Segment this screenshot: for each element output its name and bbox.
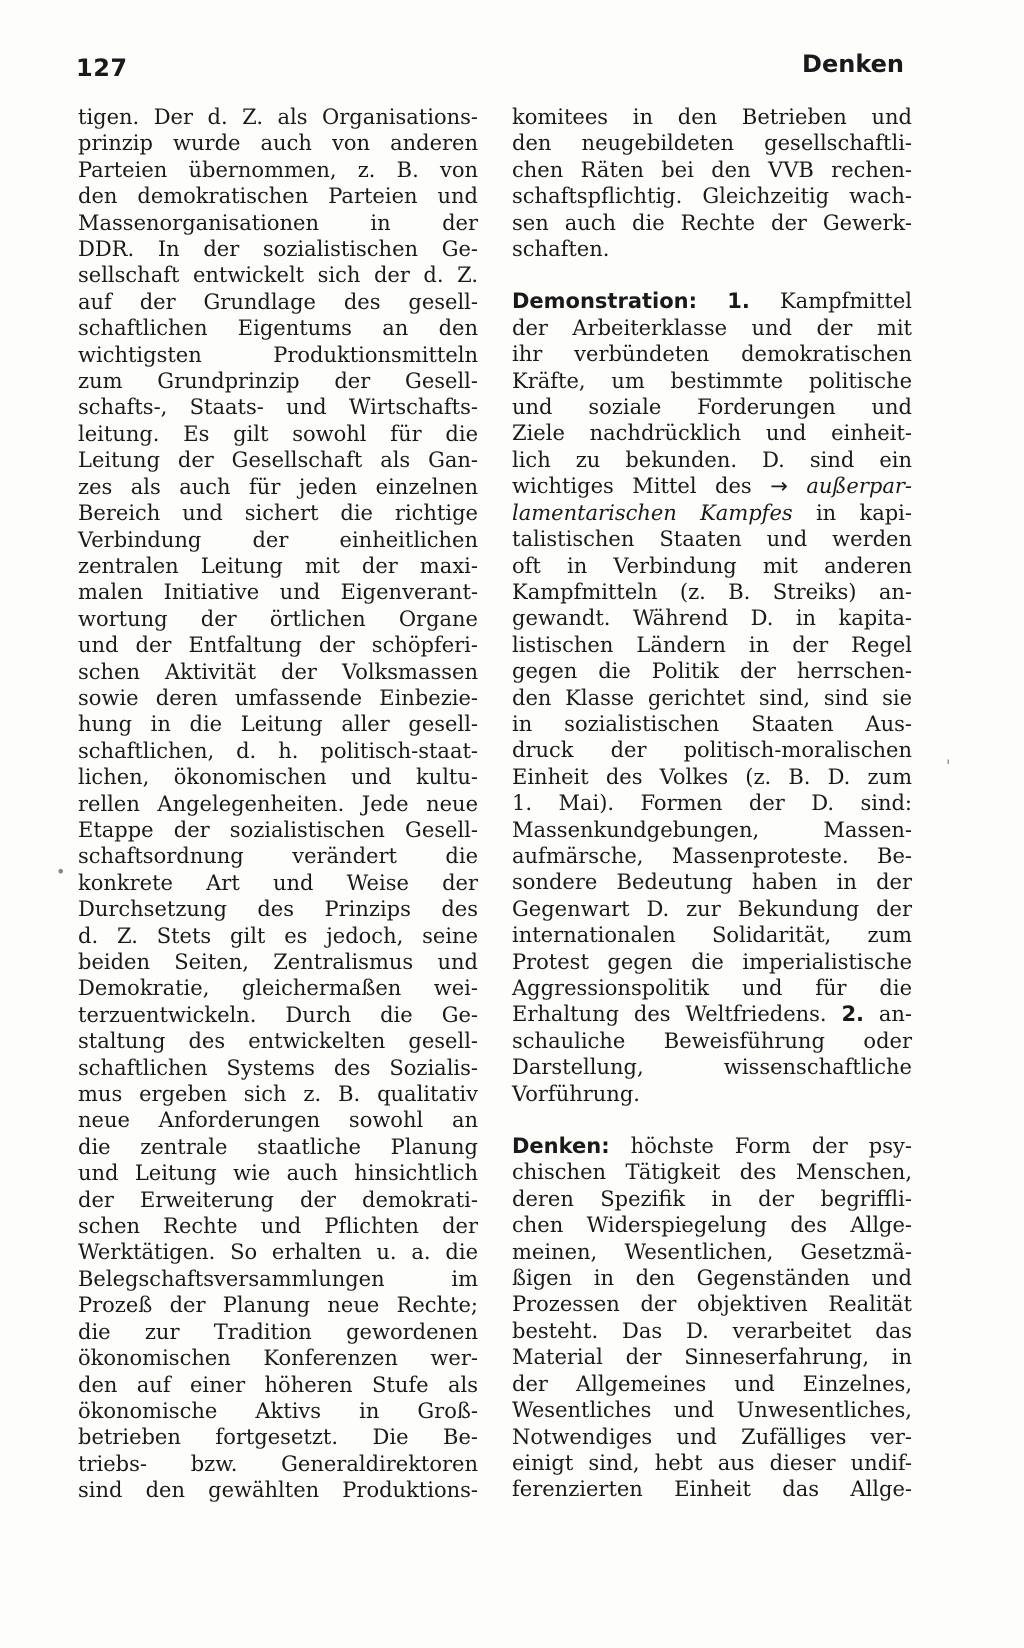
right-column (512, 104, 912, 1503)
text-line: Demokratie, gleichermaßen wei- (78, 976, 478, 1001)
running-head: Denken (802, 50, 904, 78)
text-line: prinzip wurde auch von anderen (78, 131, 478, 156)
sense-number-2: 2. (841, 1002, 865, 1027)
headword-demonstration: Demonstration: (512, 289, 698, 314)
entry-line-sense-2: Erhaltung des Weltfriedens. 2. an- (512, 1002, 912, 1027)
text-line: der Allgemeines und Einzelnes, (512, 1371, 912, 1396)
text-line: die zentrale staatliche Planung (78, 1134, 478, 1159)
text-line: talistischen Staaten und werden (512, 527, 912, 552)
entry-denken (512, 1133, 912, 1503)
text-line: Durchsetzung des Prinzips des (78, 897, 478, 922)
text-line: meinen, Wesentlichen, Gesetzmä- (512, 1239, 912, 1264)
text-line: chen Räten bei den VVB rechen- (512, 157, 912, 182)
text-line: betrieben fortgesetzt. Die Be- (78, 1425, 478, 1450)
left-column (78, 104, 478, 1504)
text-line: Parteien übernommen, z. B. von (78, 157, 478, 182)
text-line: Einheit des Volkes (z. B. D. zum (512, 764, 912, 789)
text-line: konkrete Art und Weise der (78, 870, 478, 895)
cross-reference-arrow-icon: → (770, 474, 788, 499)
text-line: beiden Seiten, Zentralismus und (78, 950, 478, 974)
text-line: schaftlichen, d. h. politisch-staat- (78, 738, 478, 763)
text-line: druck der politisch-moralischen (512, 738, 912, 763)
text-line: zum Grundprinzip der Gesell- (78, 369, 478, 394)
text-line: aufmärsche, Massenproteste. Be- (512, 843, 912, 868)
entry-line-with-reference: lamentarischen Kampfes in kapi- (512, 500, 912, 525)
text-line: ökonomische Aktivs in Groß- (78, 1398, 478, 1423)
text-line: gegen die Politik der herrschen- (512, 659, 912, 684)
headword-denken: Denken: (512, 1134, 610, 1159)
text-line: schauliche Beweisführung oder (512, 1028, 912, 1053)
text-line: schafts-, Staats- und Wirtschafts- (78, 395, 478, 420)
print-speck-decoration: ' (946, 756, 951, 775)
text-line: sellschaft entwickelt sich der d. Z. (78, 263, 478, 288)
text-line: triebs- bzw. Generaldirektoren (78, 1451, 478, 1476)
text-line: d. Z. Stets gilt es jedoch, seine (78, 923, 478, 948)
text-line: schaftsordnung verändert die (78, 844, 478, 869)
text-line: ßigen in den Gegenständen und (512, 1266, 912, 1291)
text-line: schen Rechte und Pflichten der (78, 1214, 478, 1239)
text-line: DDR. In der sozialistischen Ge- (78, 237, 478, 262)
print-speck-decoration: • (56, 862, 66, 881)
text-line: Gegenwart D. zur Bekundung der (512, 896, 912, 921)
text-line: sowie deren umfassende Einbezie- (78, 685, 478, 710)
text-line: der Arbeiterklasse und der mit (512, 315, 912, 340)
text-line: besteht. Das D. verarbeitet das (512, 1318, 912, 1343)
entry-text: Kampfmittel (779, 289, 912, 314)
text-line: terzuentwickeln. Durch die Ge- (78, 1002, 478, 1027)
text-line: wortung der örtlichen Organe (78, 606, 478, 631)
text-line: Kampfmitteln (z. B. Streiks) an- (512, 579, 912, 604)
text-line: Massenkundgebungen, Massen- (512, 817, 912, 842)
text-line: listischen Ländern in der Regel (512, 632, 912, 657)
entry-demonstration (512, 288, 912, 1107)
text-line: schen Aktivität der Volksmassen (78, 659, 478, 684)
text-line: malen Initiative und Eigenverant- (78, 580, 478, 605)
text-line: Prozessen der objektiven Realität (512, 1292, 912, 1317)
text-line: chischen Tätigkeit des Menschen, (512, 1160, 912, 1185)
text-line: leitung. Es gilt sowohl für die (78, 421, 478, 446)
text-line: Leitung der Gesellschaft als Gan- (78, 448, 478, 473)
cross-reference-link[interactable]: lamentarischen Kampfes (512, 500, 793, 525)
text-line: Ziele nachdrücklich und einheit- (512, 421, 912, 446)
text-line: chen Widerspiegelung des Allge- (512, 1213, 912, 1238)
text-line: und der Entfaltung der schöpferi- (78, 633, 478, 658)
text-line: schaften. (512, 237, 610, 262)
cross-reference-link[interactable]: außerpar- (806, 474, 912, 499)
text-line: und Leitung wie auch hinsichtlich (78, 1161, 478, 1186)
text-line: deren Spezifik in der begriffli- (512, 1186, 912, 1211)
text-line: Wesentliches und Unwesentliches, (512, 1398, 912, 1423)
text-line: tigen. Der d. Z. als Organisations- (78, 105, 478, 129)
text-line: Aggressionspolitik und für die (512, 976, 912, 1000)
entry-line-with-reference: wichtiges Mittel des → außerpar- (512, 474, 912, 499)
text-line: zentralen Leitung mit der maxi- (78, 553, 478, 578)
page-number: 127 (76, 54, 128, 82)
text-line: zes als auch für jeden einzelnen (78, 474, 478, 499)
text-line: und soziale Forderungen und (512, 395, 912, 420)
text-line: hung in die Leitung aller gesell- (78, 712, 478, 737)
text-line: sen auch die Rechte der Gewerk- (512, 210, 912, 235)
text-line: den auf einer höheren Stufe als (78, 1372, 478, 1397)
text-line: 1. Mai). Formen der D. sind: (512, 791, 912, 816)
text-line: Protest gegen die imperialistische (512, 949, 912, 974)
text-line: Bereich und sichert die richtige (78, 501, 478, 526)
text-line: der Erweiterung der demokrati- (78, 1187, 478, 1212)
text-line: komitees in den Betrieben und (512, 105, 912, 129)
text-line: lich zu bekunden. D. sind ein (512, 447, 912, 472)
text-line: ihr verbündeten demokratischen (512, 342, 912, 367)
text-line: in sozialistischen Staaten Aus- (512, 711, 912, 736)
text-line: Belegschaftsversammlungen im (78, 1266, 478, 1291)
text-line: Vorführung. (512, 1081, 640, 1106)
text-line: Darstellung, wissenschaftliche (512, 1055, 912, 1080)
text-line: staltung des entwickelten gesell- (78, 1029, 478, 1054)
text-line: Verbindung der einheitlichen (78, 527, 478, 552)
text-line: gewandt. Während D. in kapita- (512, 606, 912, 631)
text-line: neue Anforderungen sowohl an (78, 1108, 478, 1133)
text-line: Etappe der sozialistischen Gesell- (78, 817, 478, 842)
text-line: Werktätigen. So erhalten u. a. die (78, 1240, 478, 1265)
text-line: Material der Sinneserfahrung, in (512, 1345, 912, 1370)
text-line: sind den gewählten Produktions- (78, 1478, 478, 1503)
entry-text: höchste Form der psy- (630, 1134, 912, 1159)
text-line: sondere Bedeutung haben in der (512, 870, 912, 895)
text-line: internationalen Solidarität, zum (512, 923, 912, 948)
text-line: Prozeß der Planung neue Rechte; (78, 1293, 478, 1318)
text-line: Kräfte, um bestimmte politische (512, 368, 912, 393)
sense-number-1: 1. (727, 289, 750, 314)
text-line: ökonomischen Konferenzen wer- (78, 1346, 478, 1371)
continuation-paragraph (512, 104, 912, 262)
text-line: oft in Verbindung mit anderen (512, 553, 912, 578)
text-line: den demokratischen Parteien und (78, 184, 478, 209)
text-line: schaftlichen Eigentums an den (78, 316, 478, 341)
text-line: den neugebildeten gesellschaftli- (512, 131, 912, 156)
text-line: einigt sind, hebt aus dieser undif- (512, 1450, 912, 1475)
text-line: schaftlichen Systems des Sozialis- (78, 1055, 478, 1080)
text-line: den Klasse gerichtet sind, sind sie (512, 685, 912, 710)
text-line: wichtigsten Produktionsmitteln (78, 342, 478, 367)
text-line: Notwendiges und Zufälliges ver- (512, 1424, 912, 1449)
text-line: lichen, ökonomischen und kultu- (78, 765, 478, 790)
text-line: auf der Grundlage des gesell- (78, 289, 478, 314)
text-line: mus ergeben sich z. B. qualitativ (78, 1082, 478, 1107)
text-line: Massenorganisationen in der (78, 210, 478, 235)
text-line: rellen Angelegenheiten. Jede neue (78, 791, 478, 816)
text-line: die zur Tradition gewordenen (78, 1319, 478, 1344)
text-line: ferenzierten Einheit das Allge- (512, 1477, 912, 1502)
text-line: schaftspflichtig. Gleichzeitig wach- (512, 184, 912, 209)
